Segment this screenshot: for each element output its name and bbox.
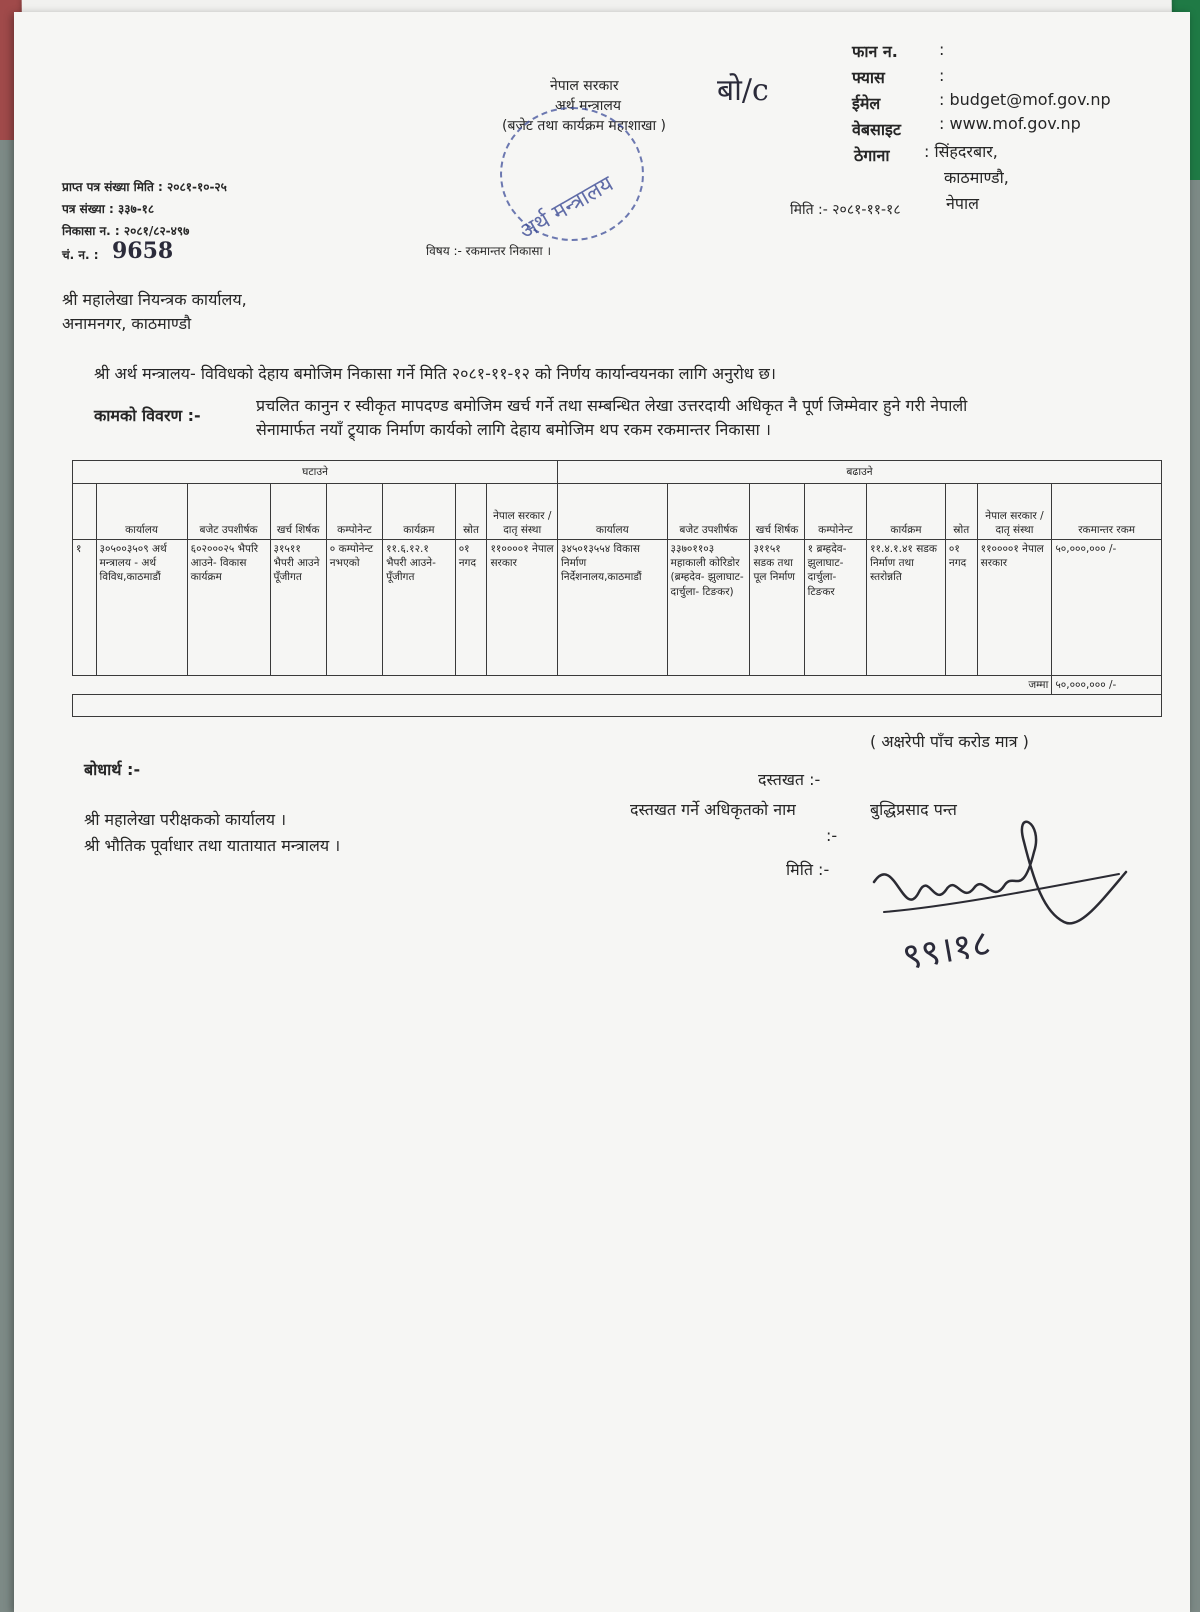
dispatch-number: 9658 — [112, 238, 174, 264]
cell-dec-budget: ६०२०००२५ भैपरि आउने- विकास कार्यक्रम — [187, 540, 270, 676]
signer-name: बुद्धिप्रसाद पन्त — [870, 800, 957, 819]
total-value: ५०,०००,००० /- — [1052, 676, 1162, 695]
col-inc-budget: बजेट उपशीर्षक — [667, 484, 750, 540]
cell-sn: १ — [73, 540, 97, 676]
address-label: ठेगाना — [854, 146, 890, 165]
col-inc-office: कार्यालय — [558, 484, 668, 540]
email-value: : budget@mof.gov.np — [939, 90, 1111, 109]
phone-label: फान न. — [852, 42, 898, 61]
amount-in-words: ( अक्षरेपी पाँच करोड मात्र ) — [870, 732, 1029, 751]
group-header-decrease: घटाउने — [73, 461, 558, 484]
cc-line2: श्री भौतिक पूर्वाधार तथा यातायात मन्त्रालय । — [84, 836, 341, 855]
total-label: जम्मा — [73, 676, 1052, 695]
handwritten-date: ९९।१८ — [899, 922, 994, 979]
col-dec-expense: खर्च शिर्षक — [270, 484, 326, 540]
cell-inc-expense: ३११५१ सडक तथा पूल निर्माण — [750, 540, 804, 676]
body-text: श्री अर्थ मन्त्रालय- विविधको देहाय बमोजिम निकासा गर्ने मिति २०८१-११-१२ को निर्णय कार्यान्वयनका लागि अनुरोध छ। — [94, 364, 776, 383]
header-line2: अर्थ मन्त्रालय — [555, 98, 621, 114]
cell-dec-component: ० कम्पोनेन्ट नभएको — [326, 540, 382, 676]
cell-inc-office: ३४५०१३५५४ विकास निर्माण निर्देशनालय,काठमाडौं — [558, 540, 668, 676]
dispatch-label: चं. न. : — [62, 248, 99, 262]
cell-amount: ५०,०००,००० /- — [1052, 540, 1162, 676]
work-line1: प्रचलित कानुन र स्वीकृत मापदण्ड बमोजिम खर्च गर्ने तथा सम्बन्धित लेखा उत्तरदायी अधिकृत नै पूर्ण जिम्मेवार हुने गरी नेपाली — [256, 396, 968, 415]
cell-dec-program: ११.६.१२.१ भैपरी आउने- पूँजीगत — [383, 540, 456, 676]
col-inc-component: कम्पोनेन्ट — [804, 484, 866, 540]
letter-date: मिति :- २०८१-११-१८ — [790, 202, 901, 218]
cc-line1: श्री महालेखा परीक्षकको कार्यालय । — [84, 810, 287, 829]
group-header-increase: बढाउने — [558, 461, 1162, 484]
work-line2: सेनामार्फत नयाँ ट्र्याक निर्माण कार्यको लागि देहाय बमोजिम थप रकम रकमान्तर निकासा । — [256, 420, 771, 439]
col-amount: रकमान्तर रकम — [1052, 484, 1162, 540]
phone-colon: : — [939, 40, 945, 59]
header-line3: (बजेट तथा कार्यक्रम महाशाखा ) — [502, 118, 666, 134]
cell-inc-component: १ ब्रम्हदेव- झुलाघाट- दार्चुला- टिङकर — [804, 540, 866, 676]
release-number: निकासा न. : २०८१/८२-४९७ — [62, 224, 190, 238]
seal-stamp-text: अर्थ मन्त्रालय — [515, 171, 618, 246]
col-dec-program: कार्यक्रम — [383, 484, 456, 540]
cell-inc-program: ११.४.१.४१ सडक निर्माण तथा स्तरोन्नति — [867, 540, 946, 676]
address-line1: : सिंहदरबार, — [924, 142, 998, 161]
col-dec-office: कार्यालय — [96, 484, 187, 540]
cell-dec-office: ३०५००३५०९ अर्थ मन्त्रालय - अर्थ विविध,काठमाडौं — [96, 540, 187, 676]
info-label: बोधार्थ :- — [84, 760, 141, 779]
col-dec-component: कम्पोनेन्ट — [326, 484, 382, 540]
cell-inc-budget: ३३७०११०३ महाकाली कोरिडोर (ब्रम्हदेव- झुलाघाट- दार्चुला- टिङकर) — [667, 540, 750, 676]
header-line1: नेपाल सरकार — [550, 78, 619, 94]
fax-colon: : — [939, 66, 945, 85]
email-label: ईमेल — [852, 94, 881, 113]
col-inc-program: कार्यक्रम — [867, 484, 946, 540]
date-label: मिति :- — [786, 860, 830, 879]
signature-label: दस्तखत :- — [758, 770, 821, 789]
col-inc-expense: खर्च शिर्षक — [750, 484, 804, 540]
cell-dec-source: ०१ नगद — [455, 540, 487, 676]
work-label: कामको विवरण :- — [94, 406, 201, 425]
received-date: प्राप्त पत्र संख्या मिति : २०८१-१०-२५ — [62, 180, 227, 194]
fax-label: फ्यास — [852, 68, 885, 87]
subject: विषय :- रकमान्तर निकासा । — [426, 244, 552, 258]
cell-dec-donor: ११००००१ नेपाल सरकार — [487, 540, 558, 676]
signer-label: दस्तखत गर्ने अधिकृतको नाम — [630, 800, 796, 819]
transfer-table — [72, 460, 1162, 717]
col-sn — [73, 484, 97, 540]
cell-dec-expense: ३१५११ भैपरी आउने पूँजीगत — [270, 540, 326, 676]
table-row — [73, 540, 1162, 676]
website-label: वेबसाइट — [852, 120, 901, 139]
table-bottom-band — [73, 695, 1162, 717]
handwritten-signature — [864, 812, 1134, 1002]
cell-inc-source: ०१ नगद — [945, 540, 977, 676]
col-dec-budget: बजेट उपशीर्षक — [187, 484, 270, 540]
recipient-line2: अनामनगर, काठमाण्डौ — [62, 314, 192, 333]
recipient-line1: श्री महालेखा नियन्त्रक कार्यालय, — [62, 290, 247, 309]
letter-number: पत्र संख्या : ३३७-१८ — [62, 202, 155, 216]
col-dec-source: स्रोत — [455, 484, 487, 540]
address-line3: नेपाल — [946, 194, 979, 213]
cell-inc-donor: ११००००१ नेपाल सरकार — [977, 540, 1052, 676]
letter-page — [14, 12, 1190, 1612]
col-dec-donor: नेपाल सरकार / दातृ संस्था — [487, 484, 558, 540]
col-inc-donor: नेपाल सरकार / दातृ संस्था — [977, 484, 1052, 540]
col-inc-source: स्रोत — [945, 484, 977, 540]
address-line2: काठमाण्डौ, — [944, 168, 1009, 187]
website-value: : www.mof.gov.np — [939, 114, 1081, 133]
handwritten-mark: बो/c — [717, 73, 769, 108]
signer-colon: :- — [826, 826, 838, 845]
